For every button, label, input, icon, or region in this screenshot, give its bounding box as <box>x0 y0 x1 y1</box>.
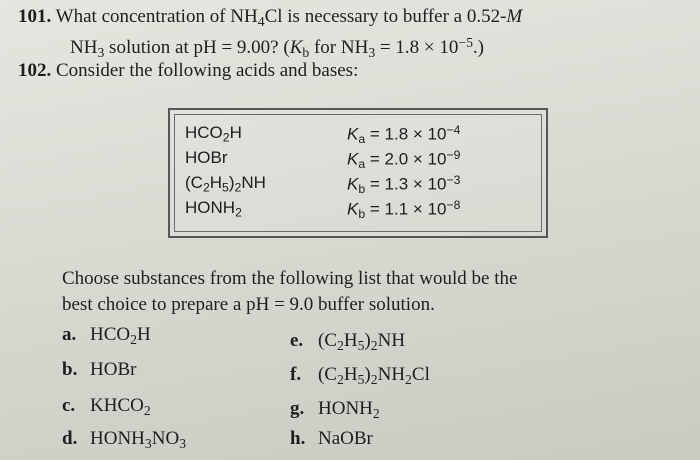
option-f: f. $(C_2H_5)_2NH_2Cl$ <box>290 364 430 387</box>
question-number: 102. <box>18 60 52 81</box>
question-number: 101. <box>18 6 52 27</box>
compound-name: $(C_2H_5)_2NH$ <box>185 173 266 195</box>
option-h: h. NaOBr <box>290 428 373 449</box>
option-g: g. $HONH_2$ <box>290 398 380 421</box>
question-101-line2: $NH_3$ solution at pH = 9.00? ($K_b$ for $NH_3 = 1.8 \times 10^{-5}$.) <box>70 35 484 60</box>
option-c: c. $KHCO_2$ <box>62 395 151 418</box>
option-d: d. $HONH_3NO_3$ <box>62 428 187 451</box>
constant-value: $K_a = 1.8 \times 10^{-4}$ <box>347 123 461 146</box>
table-row <box>175 173 541 197</box>
table-row <box>175 198 541 222</box>
instruction-line1: Choose substances from the following list that would be the <box>62 268 518 289</box>
constant-value: $K_b = 1.1 \times 10^{-8}$ <box>347 198 461 221</box>
table-inner-border <box>174 114 542 232</box>
compound-name: $HCO_2H$ <box>185 123 242 145</box>
option-a: a. $HCO_2H$ <box>62 324 151 347</box>
q101-text: What concentration of $NH_4Cl$ is necessary to buffer a 0.52-M <box>55 6 523 29</box>
option-b: b. HOBr <box>62 359 137 380</box>
compound-name: $HONH_2$ <box>185 198 242 220</box>
constant-value: $K_a = 2.0 \times 10^{-9}$ <box>347 148 461 171</box>
question-102 <box>18 58 358 83</box>
q102-text: Consider the following acids and bases: <box>56 60 359 81</box>
constant-value: $K_b = 1.3 \times 10^{-3}$ <box>347 173 461 196</box>
compound-name: HOBr <box>185 148 228 167</box>
acid-base-table <box>168 108 548 238</box>
table-row <box>175 148 541 172</box>
table-row <box>175 123 541 147</box>
instruction-line2: best choice to prepare a pH = 9.0 buffer solution. <box>62 294 435 315</box>
option-e: e. $(C_2H_5)_2NH$ <box>290 330 406 353</box>
